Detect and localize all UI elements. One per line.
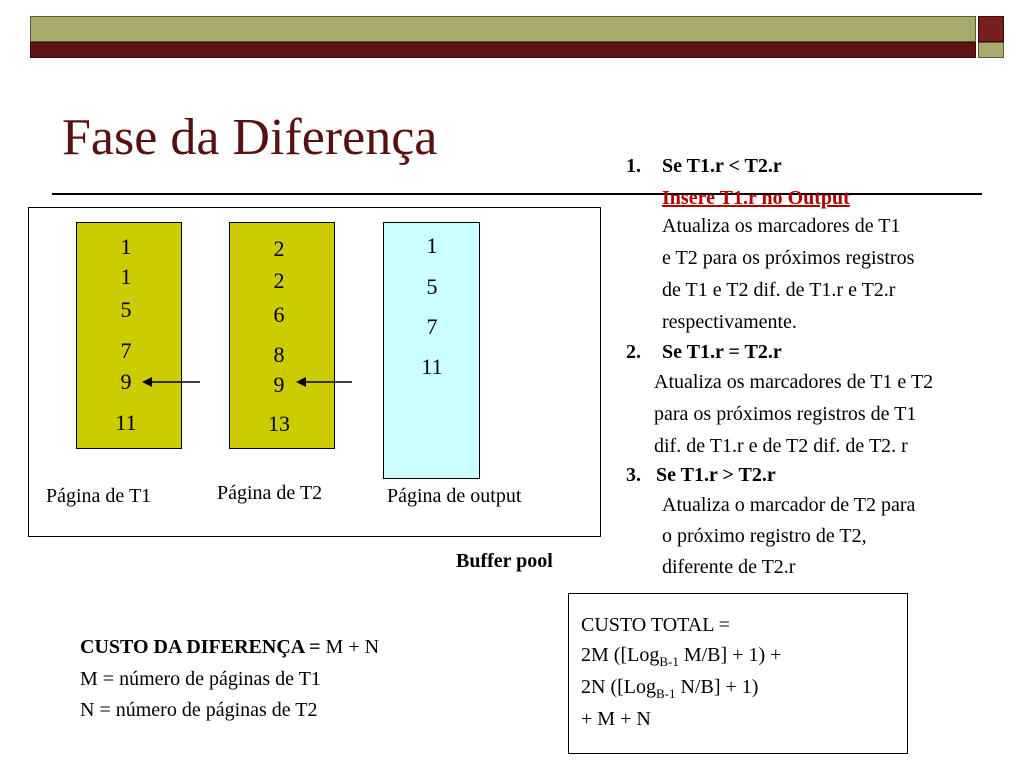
t2-value: 8 xyxy=(273,342,285,367)
custo-total-text: N/B] + 1) xyxy=(680,676,759,698)
custo-total-subscript: B-1 xyxy=(659,654,679,669)
custo-total-box xyxy=(568,593,908,754)
rule-3-line: diferente de T2.r xyxy=(662,556,796,578)
custo-total-subscript: B-1 xyxy=(655,686,676,701)
t1-value: 1 xyxy=(120,234,132,259)
rule-3-line: o próximo registro de T2, xyxy=(662,525,867,547)
header-square-dark xyxy=(978,16,1004,42)
rule-2-line: dif. de T1.r e de T2 dif. de T2. r xyxy=(654,435,908,457)
custo-diferenca-formula: M + N xyxy=(325,636,380,658)
t1-value: 5 xyxy=(120,297,132,322)
buffer-pool-label: Buffer pool xyxy=(456,550,553,572)
rule-2-line: Atualiza os marcadores de T1 e T2 xyxy=(654,371,934,393)
t2-value: 9 xyxy=(273,372,285,397)
output-value: 7 xyxy=(426,314,438,339)
custo-diferenca-head: CUSTO DA DIFERENÇA = xyxy=(80,636,321,658)
header-bar-bottom xyxy=(30,42,976,58)
output-value: 5 xyxy=(426,274,438,299)
output-page-label: Página de output xyxy=(387,485,522,507)
n-definition: N = número de páginas de T2 xyxy=(80,699,318,721)
t1-page-label: Página de T1 xyxy=(46,485,152,507)
t2-value: 13 xyxy=(268,411,290,436)
page-output xyxy=(383,222,480,479)
rule-2-condition: Se T1.r = T2.r xyxy=(662,341,782,363)
rule-1-condition: Se T1.r < T2.r xyxy=(662,155,782,177)
t1-value: 9 xyxy=(120,369,132,394)
output-value: 1 xyxy=(426,233,438,258)
rule-3-number: 3. xyxy=(626,464,641,486)
output-value: 11 xyxy=(421,354,443,379)
m-definition: M = número de páginas de T1 xyxy=(80,668,321,690)
t1-value: 11 xyxy=(115,410,137,435)
rule-3-condition: Se T1.r > T2.r xyxy=(656,464,776,486)
custo-total-text: M/B] + 1) + xyxy=(683,644,782,666)
t1-value: 1 xyxy=(120,264,132,289)
page-t1 xyxy=(76,222,182,449)
rule-2-number: 2. xyxy=(626,341,641,363)
t2-page-label: Página de T2 xyxy=(217,482,323,504)
header-square-light xyxy=(978,42,1004,58)
t1-value: 7 xyxy=(120,338,132,363)
rule-1-line: de T1 e T2 dif. de T1.r e T2.r xyxy=(662,279,896,301)
rule-1-number: 1. xyxy=(626,155,641,177)
t2-pointer-arrow xyxy=(294,374,356,390)
t2-value: 2 xyxy=(273,268,285,293)
custo-total-text: 2N ([Log xyxy=(581,676,656,698)
slide-title: Fase da Diferença xyxy=(62,109,438,166)
custo-total-line-1 xyxy=(581,645,781,668)
custo-total-head: CUSTO TOTAL = xyxy=(581,614,730,636)
rule-2-line: para os próximos registros de T1 xyxy=(654,403,917,425)
custo-total-line-2 xyxy=(581,677,758,700)
custo-total-line-3: + M + N xyxy=(581,708,651,730)
t2-value: 6 xyxy=(273,302,285,327)
rule-1-line: respectivamente. xyxy=(662,311,797,333)
rule-1-line: e T2 para os próximos registros xyxy=(662,247,915,269)
rule-1-action: Insere T1.r no Output xyxy=(662,187,850,209)
custo-diferenca-line xyxy=(80,637,379,657)
header-bar-top xyxy=(30,16,976,42)
custo-total-text: 2M ([Log xyxy=(581,644,660,666)
rule-3-line: Atualiza o marcador de T2 para xyxy=(662,494,916,516)
t2-value: 2 xyxy=(273,236,285,261)
t1-pointer-arrow xyxy=(140,374,202,390)
page-t2 xyxy=(229,222,335,449)
rule-1-line: Atualiza os marcadores de T1 xyxy=(662,215,901,237)
